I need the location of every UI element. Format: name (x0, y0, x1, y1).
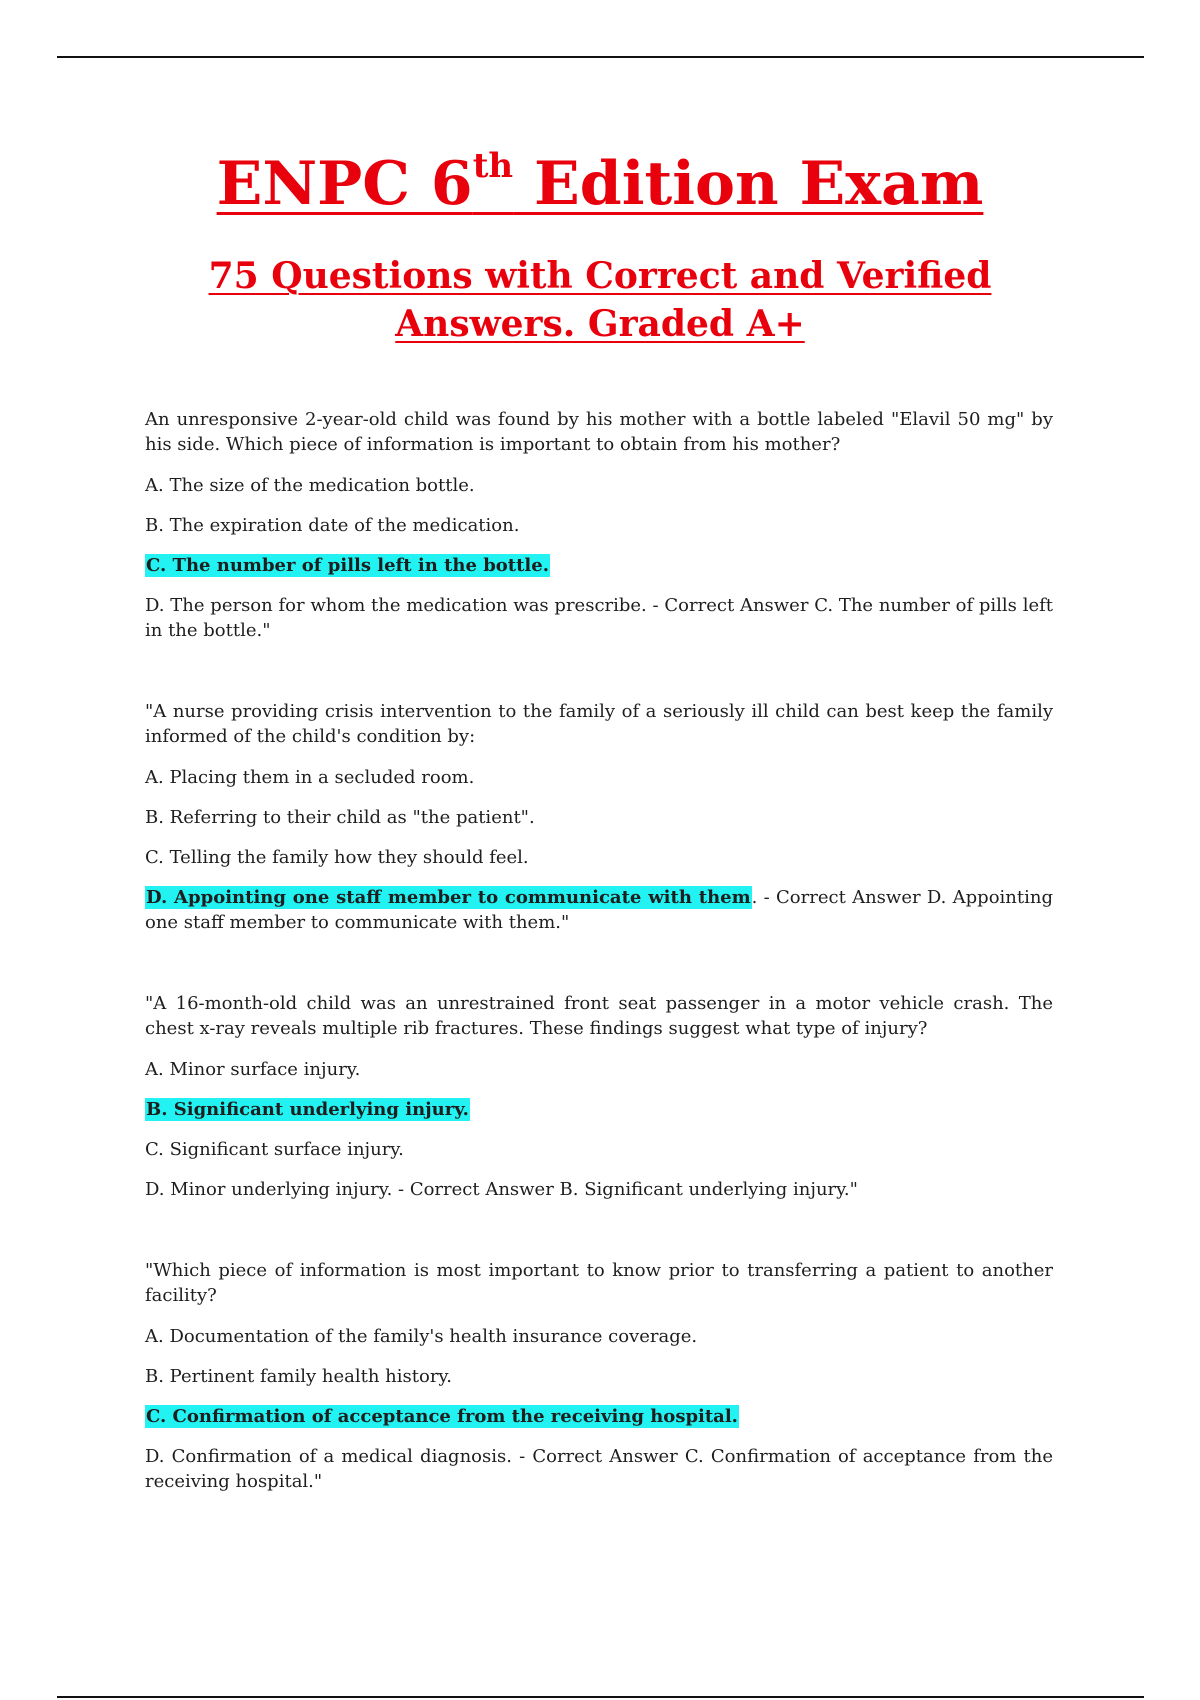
subtitle-line-1: 75 Questions with Correct and Verified (208, 255, 992, 297)
option-b: B. Referring to their child as "the patient". (145, 807, 535, 828)
page-title (0, 148, 1200, 220)
question-block-4 (145, 1258, 1053, 1494)
document-body (145, 407, 1053, 1550)
option-b-correct (145, 1097, 1053, 1122)
question-text: "Which piece of information is most important to know prior to transferring a patient to another facility? (145, 1260, 1053, 1306)
question-text: "A nurse providing crisis intervention to the family of a seriously ill child can best keep the family informed of the child's condition by: (145, 701, 1053, 747)
option-c: C. Telling the family how they should feel. (145, 847, 529, 868)
question-block-3 (145, 991, 1053, 1202)
option-d-with-answer: D. Minor underlying injury. - Correct Answer B. Significant underlying injury." (145, 1179, 858, 1200)
top-rule (57, 56, 1144, 58)
title-rest: Edition Exam (513, 149, 984, 219)
bottom-rule (57, 1696, 1144, 1698)
question-text: "A 16-month-old child was an unrestrained front seat passenger in a motor vehicle crash. The chest x-ray reveals multiple rib fractures. These findings suggest what type of injury? (145, 993, 1053, 1039)
subtitle-line-2: Answers. Graded A+ (395, 303, 805, 345)
option-a: A. Placing them in a secluded room. (145, 767, 475, 788)
question-block-2 (145, 699, 1053, 935)
option-d-correct-with-answer (145, 885, 1053, 935)
option-c: C. Significant surface injury. (145, 1139, 404, 1160)
answer-note: . - Correct Answer D. Appointing one staff member to communicate with them." (145, 887, 1053, 933)
option-a: A. The size of the medication bottle. (145, 475, 475, 496)
option-b: B. Pertinent family health history. (145, 1366, 452, 1387)
option-b: B. The expiration date of the medication. (145, 515, 520, 536)
correct-answer-highlight: D. Appointing one staff member to communicate with them (146, 887, 751, 908)
title-main: ENPC 6 (216, 149, 473, 219)
page-subtitle (200, 252, 1000, 348)
option-a: A. Documentation of the family's health insurance coverage. (145, 1326, 698, 1347)
option-c-correct (145, 1404, 1053, 1429)
correct-answer-highlight: C. Confirmation of acceptance from the receiving hospital. (146, 1406, 738, 1427)
option-a: A. Minor surface injury. (145, 1059, 361, 1080)
correct-answer-highlight: C. The number of pills left in the bottle. (146, 555, 549, 576)
question-text: An unresponsive 2-year-old child was found by his mother with a bottle labeled "Elavil 50 mg" by his side. Which piece of information is important to obtain from his mother? (145, 409, 1053, 455)
option-c-correct (145, 553, 1053, 578)
title-superscript: th (472, 146, 514, 186)
option-d-with-answer: D. Confirmation of a medical diagnosis. - Correct Answer C. Confirmation of acceptance from the receiving hospital." (145, 1446, 1053, 1492)
option-d-with-answer: D. The person for whom the medication was prescribe. - Correct Answer C. The number of pills left in the bottle." (145, 595, 1053, 641)
question-block-1 (145, 407, 1053, 643)
correct-answer-highlight: B. Significant underlying injury. (146, 1099, 469, 1120)
